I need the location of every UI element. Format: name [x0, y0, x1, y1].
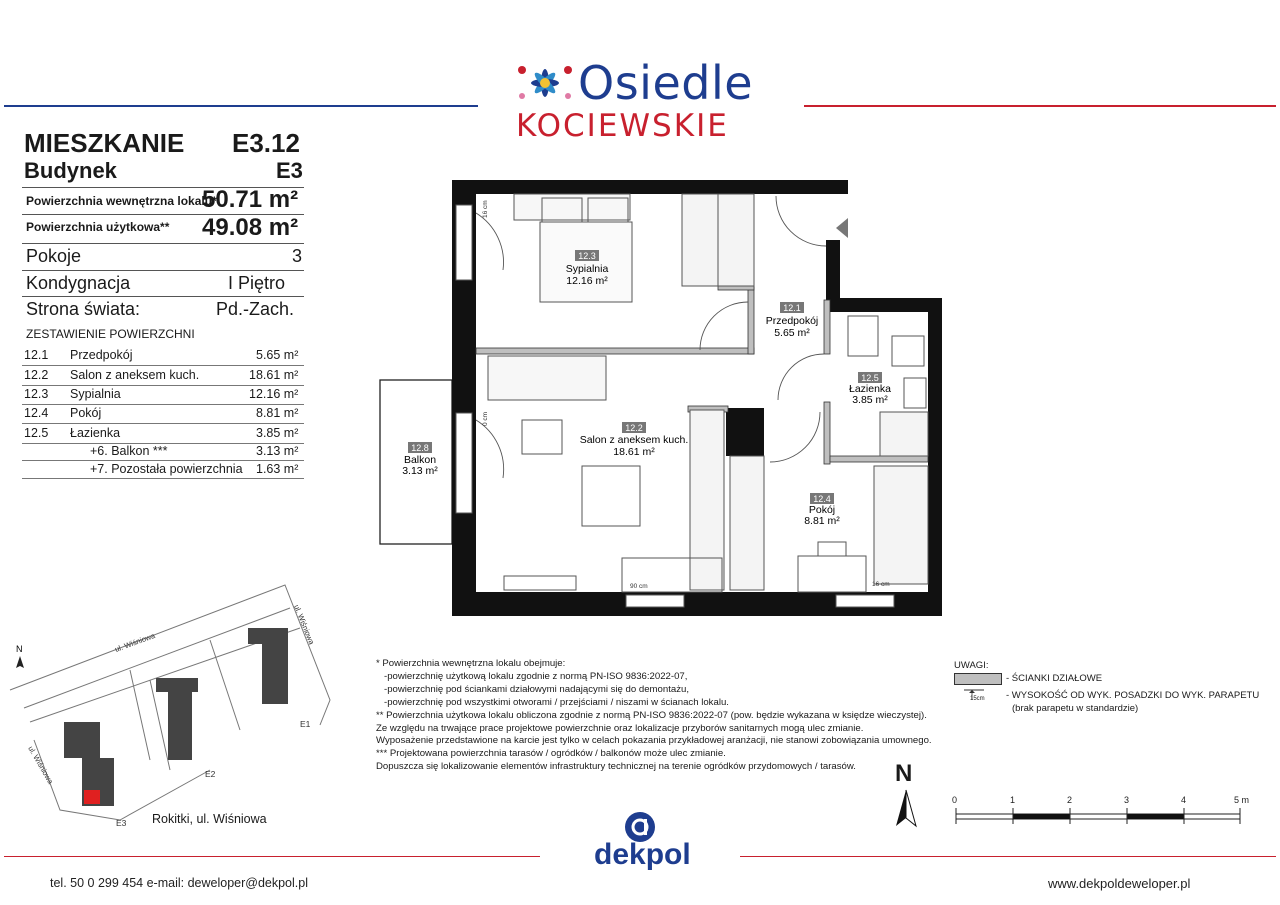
building-code: E3	[276, 158, 303, 183]
company-name: dekpol	[594, 838, 691, 871]
legend-sill-line2: (brak parapetu w standardzie)	[1012, 703, 1139, 714]
footer-rule-left	[4, 856, 540, 857]
room-tag-salon: 12.2	[625, 423, 643, 433]
note-line: ** Powierzchnia użytkowa lokalu obliczona zgodnie z normą PN-ISO 9836:2022-07 (pow. będzie wykazana w księdze wieczystej).	[376, 709, 927, 721]
scale-bar	[950, 792, 1250, 832]
scale-tick-label: 3	[1124, 795, 1130, 805]
sill-dim: 0 cm	[482, 411, 489, 426]
street-label: ul. Wiśniowa	[113, 631, 157, 654]
inner-area-label: Powierzchnia wewnętrzna lokalu*	[26, 194, 217, 208]
header-rule-right	[804, 105, 1276, 107]
street-label: ul. Wiśniowa	[26, 744, 56, 786]
building-label-e3: E3	[116, 818, 127, 828]
floor-plan	[370, 170, 950, 630]
website-link[interactable]: www.dekpoldeweloper.pl	[1048, 876, 1191, 891]
rooms-label: Pokoje	[26, 246, 82, 266]
note-line: -powierzchnię użytkową lokalu zgodnie z normą PN-ISO 9836:2022-07,	[376, 670, 688, 682]
note-line: -powierzchnię pod ściankami działowymi nadającymi się do demontażu,	[376, 683, 690, 695]
room-name-pokoj: Pokój	[808, 504, 836, 516]
building-label: Budynek	[24, 158, 117, 183]
header-rule-left	[4, 105, 478, 107]
footer-rule-right	[740, 856, 1276, 857]
scale-tick-label: 5 m	[1234, 795, 1250, 805]
floor-label: Kondygnacja	[26, 273, 131, 293]
contact-info: tel. 50 0 299 454 e-mail: deweloper@dekpol.pl	[50, 876, 308, 890]
row-area: 3.13 m²	[256, 444, 299, 458]
row-divider	[22, 423, 304, 424]
row-name: Sypialnia	[70, 387, 121, 401]
unit-code: E3.12	[232, 128, 300, 158]
partition-swatch	[954, 673, 1002, 685]
legend-sill-line1: - WYSOKOŚĆ OD WYK. POSADZKI DO WYK. PARAPETU	[1006, 690, 1260, 701]
legend-title: UWAGI:	[954, 660, 989, 671]
orientation-value: Pd.-Zach.	[216, 299, 295, 319]
site-north-label: N	[16, 644, 23, 654]
row-area: 8.81 m²	[256, 406, 299, 420]
divider	[22, 243, 304, 244]
legend-partition: - ŚCIANKI DZIAŁOWE	[1006, 673, 1103, 684]
row-area: 12.16 m²	[249, 387, 299, 401]
brand-name-line2: KOCIEWSKIE	[516, 108, 729, 144]
row-name: +7. Pozostała powierzchnia	[90, 462, 243, 476]
inner-area-value: 50.71 m²	[202, 186, 299, 213]
room-name-balkon: Balkon	[403, 454, 437, 466]
room-tag-balkon: 12.8	[411, 443, 429, 453]
brand-name-line1: Osiedle	[578, 56, 754, 110]
note-line: Wyposażenie przedstawione na karcie jest tylko w celach pokazania przykładowej aranżacji, nie stanowi zobowiązania umownego.	[376, 735, 932, 747]
selected-unit-marker	[84, 790, 100, 804]
divider	[22, 270, 304, 271]
room-area-lazienka: 3.85 m²	[852, 394, 888, 406]
orientation-label: Strona świata:	[26, 299, 141, 319]
scale-tick-label: 2	[1067, 795, 1073, 805]
row-area: 5.65 m²	[256, 348, 299, 362]
scale-tick-label: 4	[1181, 795, 1187, 805]
row-area: 1.63 m²	[256, 462, 299, 476]
room-tag-lazienka: 12.5	[861, 373, 879, 383]
room-name-sypialnia: Sypialnia	[565, 263, 609, 275]
room-tag-przedpokoj: 12.1	[783, 303, 801, 313]
room-area-pokoj: 8.81 m²	[804, 515, 840, 527]
row-name: +6. Balkon ***	[90, 444, 168, 458]
building-label-e2: E2	[205, 769, 216, 779]
note-line: *** Projektowana powierzchnia tarasów / ogródków / balkonów może ulec zmianie.	[376, 748, 726, 760]
room-area-balkon: 3.13 m²	[402, 465, 438, 477]
row-name: Pokój	[70, 406, 102, 420]
divider	[22, 296, 304, 297]
summary-title: ZESTAWIENIE POWIERZCHNI	[26, 327, 195, 341]
usable-area-label: Powierzchnia użytkowa**	[26, 220, 170, 234]
row-divider	[22, 404, 304, 405]
row-no: 12.1	[24, 348, 49, 362]
room-tag-pokoj: 12.4	[813, 494, 831, 504]
sill-dim: 16 cm	[872, 581, 890, 588]
row-no: 12.2	[24, 368, 49, 382]
row-divider	[22, 478, 304, 479]
note-line: -powierzchnię pod wszystkimi otworami / przejściami / niszami w ścianach lokalu.	[376, 696, 729, 708]
flower-logo-icon	[516, 62, 574, 104]
site-buildings	[64, 628, 288, 806]
note-line: * Powierzchnia wewnętrzna lokalu obejmuje:	[376, 658, 566, 669]
north-arrow-small	[16, 644, 24, 668]
scale-tick-label: 1	[1010, 795, 1016, 805]
row-area: 3.85 m²	[256, 426, 299, 440]
row-divider	[22, 460, 304, 461]
row-area: 18.61 m²	[249, 368, 299, 382]
room-area-przedpokoj: 5.65 m²	[774, 327, 810, 339]
row-name: Salon z aneksem kuch.	[70, 368, 200, 382]
row-no: 12.5	[24, 426, 49, 440]
note-line: Dopuszcza się lokalizowanie elementów infrastruktury technicznej na terenie ogródków przydomowych / tarasów.	[376, 761, 856, 773]
north-arrow-icon	[892, 788, 922, 830]
notes-block	[376, 658, 932, 774]
room-name-lazienka: Łazienka	[848, 383, 892, 395]
scale-tick-label: 0	[952, 795, 958, 805]
site-location: Rokitki, ul. Wiśniowa	[152, 812, 267, 826]
unit-label: MIESZKANIE	[24, 128, 185, 158]
site-map	[0, 570, 340, 840]
room-area-salon: 18.61 m²	[613, 446, 655, 458]
street-label: ul. Wiśniowa	[292, 603, 317, 646]
room-tag-sypialnia: 12.3	[578, 251, 596, 261]
usable-area-value: 49.08 m²	[202, 214, 299, 241]
rooms-value: 3	[292, 246, 303, 266]
row-name: Przedpokój	[70, 348, 133, 362]
room-area-sypialnia: 12.16 m²	[566, 275, 608, 287]
row-no: 12.3	[24, 387, 49, 401]
row-name: Łazienka	[70, 426, 121, 440]
room-name-salon: Salon z aneksem kuch.	[579, 434, 689, 446]
note-line: Ze względu na trwające prace projektowe powierzchnie oraz lokalizacje przyborów sanitarnych mogą ulec zmianie.	[376, 722, 864, 734]
building-label-e1: E1	[300, 719, 311, 729]
north-label: N	[895, 760, 913, 787]
entrance-arrow-icon	[836, 218, 848, 238]
room-name-przedpokoj: Przedpokój	[765, 315, 819, 327]
sill-dim: 90 cm	[630, 583, 648, 590]
row-divider	[22, 385, 304, 386]
sill-dim: 16 cm	[482, 200, 489, 218]
floor-value: I Piętro	[228, 273, 286, 293]
row-no: 12.4	[24, 406, 49, 420]
legend-sill-sample: 15cm	[970, 696, 985, 702]
row-divider	[22, 365, 304, 366]
